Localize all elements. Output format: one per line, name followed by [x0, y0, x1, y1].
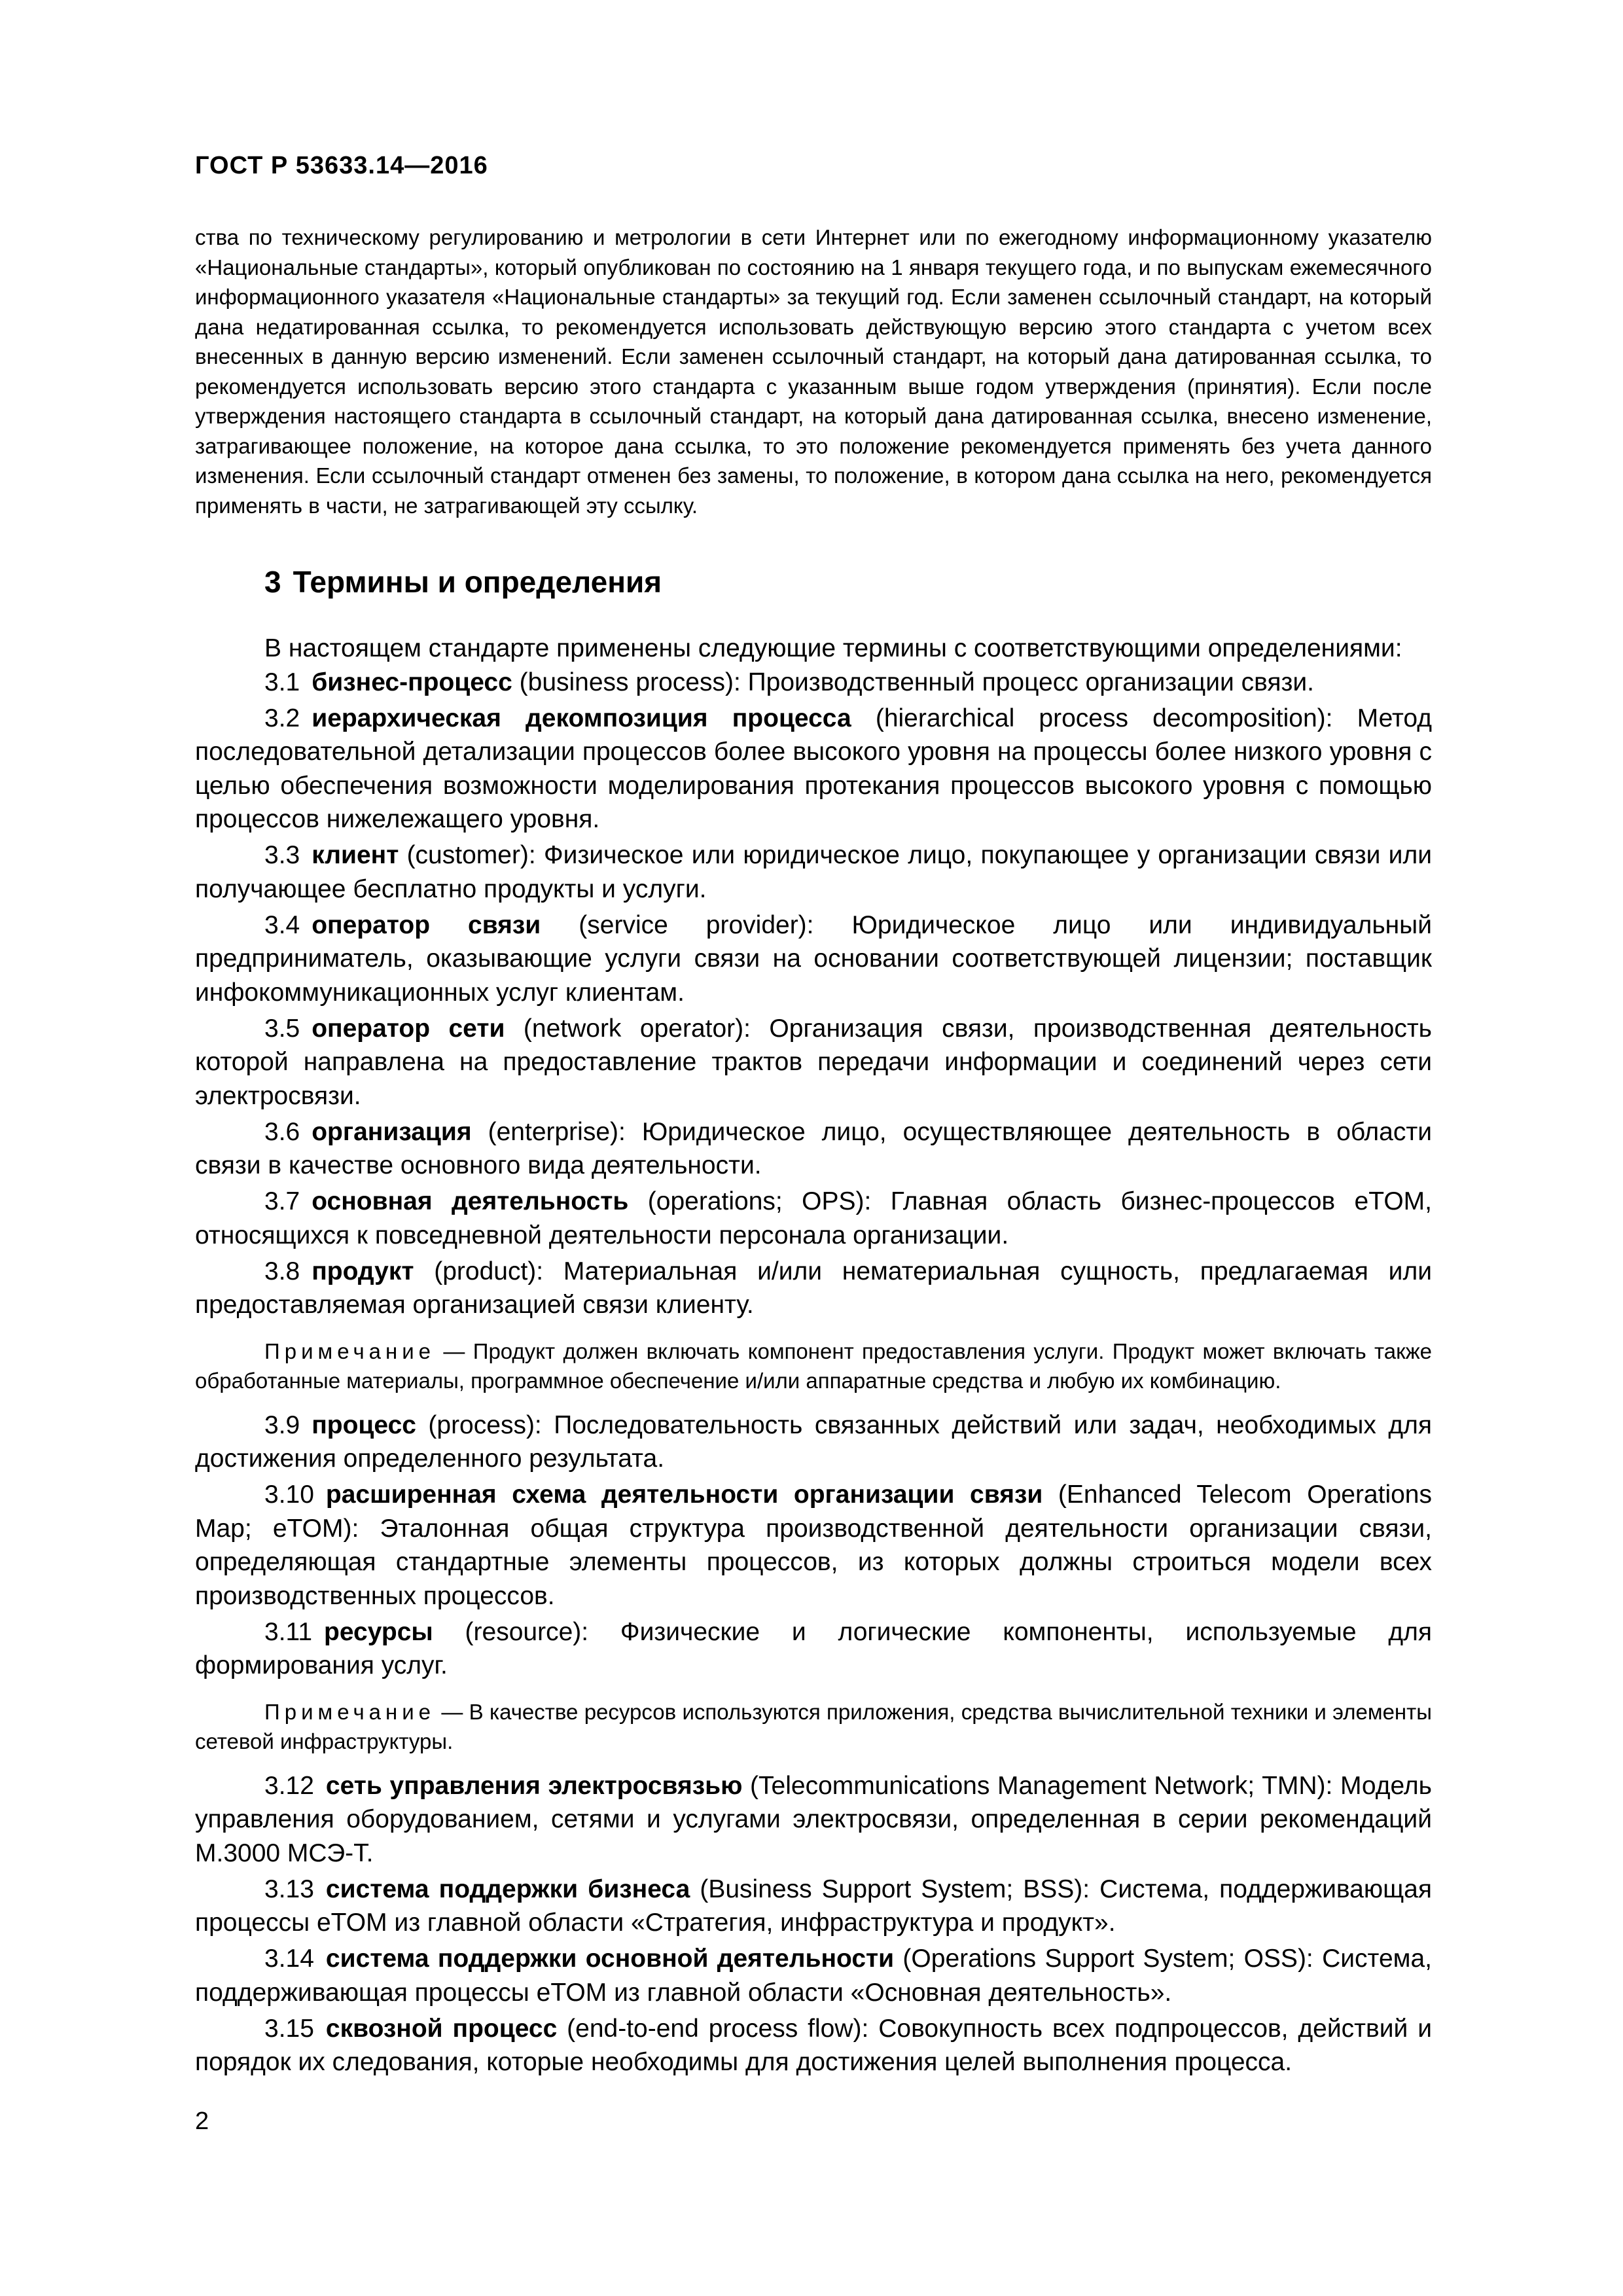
term-definition: (network operator): Организация связи, производственная деятельность которой направлена на предоставление трактов передачи информации и соединений через сети электросвязи. — [195, 1014, 1433, 1110]
term-3-7 — [195, 1185, 1432, 1252]
term-definition: (service provider): Юридическое лицо или индивидуальный предприниматель, оказывающие услуги связи на основании соответствующей лицензии; поставщик инфокоммуникационных услуг клиентам. — [195, 910, 1433, 1007]
note-label: Примечание — [264, 1699, 436, 1724]
term-number: 3.11 — [264, 1617, 313, 1646]
term-definition: (Enhanced Telecom Operations Map; eTOM): Эталонная общая структура производственной деятельности организации связи, определяющая стандартные элементы процессов, из которых должны строиться модели всех производственных процессов. — [195, 1480, 1433, 1610]
term-definition: (business process): Производственный процесс организации связи. — [512, 668, 1315, 696]
section-body — [195, 632, 1432, 2079]
term-number: 3.6 — [264, 1117, 300, 1146]
term-definition: (end-to-end process flow): Совокупность всех подпроцессов, действий и порядок их следования, которые необходимы для достижения целей выполнения процесса. — [195, 2014, 1432, 2076]
term-definition: (Telecommunications Management Network; TMN): Модель управления оборудованием, сетями и услугами электросвязи, определенная в серии рекомендаций М.3000 МСЭ-Т. — [195, 1771, 1432, 1867]
term-3-3 — [195, 838, 1432, 906]
term-name: система поддержки бизнеса — [325, 1874, 690, 1903]
term-3-12 — [195, 1769, 1432, 1871]
note-product — [195, 1336, 1432, 1395]
document-code: ГОСТ Р 53633.14—2016 — [195, 152, 488, 179]
term-definition: (Operations Support System; OSS): Система, поддерживающая процессы eTOM из главной области «Основная деятельность». — [195, 1945, 1432, 2007]
note-dash: — — [435, 1699, 469, 1724]
note-resources — [195, 1697, 1432, 1756]
term-3-15 — [195, 2012, 1432, 2079]
intro-paragraph — [195, 223, 1432, 520]
term-definition: (Business Support System; BSS): Система, поддерживающая процессы eTOM из главной области «Стратегия, инфраструктура и продукт». — [195, 1874, 1432, 1937]
term-number: 3.7 — [264, 1187, 300, 1215]
term-number: 3.8 — [264, 1257, 300, 1285]
term-number: 3.15 — [264, 2014, 314, 2043]
term-name: сеть управления электросвязью — [325, 1771, 743, 1800]
section-heading — [264, 564, 662, 600]
term-3-9 — [195, 1408, 1432, 1476]
intro-text: ства по техническому регулированию и метрологии в сети Интернет или по ежегодному информационному указателю «Национальные стандарты», который опубликован по состоянию на 1 января текущего года, и по выпускам ежемесячного информационного указателя «Национальные стандарты» за текущий год. Если заменен ссылочный стандарт, на который дана недатированная ссылка, то рекомендуется использовать действующую версию этого стандарта с учетом всех внесенных в данную версию изменений. Если заменен ссылочный стандарт, на который дана датированная ссылка, то рекомендуется использовать версию этого стандарта с указанным выше годом утверждения (принятия). Если после утверждения настоящего стандарта в ссылочный стандарт, на который дана датированная ссылка, внесено изменение, затрагивающее положение, на которое дана ссылка, то это положение рекомендуется применять без учета данного изменения. Если ссылочный стандарт отменен без замены, то положение, в котором дана ссылка на него, рекомендуется применять в части, не затрагивающей эту ссылку. — [195, 225, 1432, 518]
term-name: бизнес-процесс — [312, 668, 512, 696]
page-number: 2 — [195, 2108, 209, 2135]
term-number: 3.10 — [264, 1480, 314, 1509]
note-text: В качестве ресурсов используются приложения, средства вычислительной техники и элементы сетевой инфраструктуры. — [195, 1699, 1432, 1753]
term-number: 3.9 — [264, 1410, 300, 1439]
term-3-2 — [195, 702, 1432, 836]
term-definition: (resource): Физические и логические компоненты, используемые для формирования услуг. — [195, 1617, 1432, 1679]
term-name: расширенная схема деятельности организации связи — [325, 1480, 1043, 1509]
section-title: Термины и определения — [293, 565, 662, 599]
term-3-13 — [195, 1873, 1432, 1940]
term-name: процесс — [312, 1410, 416, 1439]
term-definition: (operations; OPS): Главная область бизнес-процессов eTOM, относящихся к повседневной деятельности персонала организации. — [195, 1187, 1433, 1249]
term-name: ресурсы — [324, 1617, 433, 1646]
note-dash: — — [435, 1338, 473, 1363]
term-number: 3.14 — [264, 1945, 314, 1973]
term-number: 3.5 — [264, 1014, 300, 1043]
term-number: 3.2 — [264, 704, 300, 732]
section-number: 3 — [264, 565, 281, 599]
term-3-1 — [195, 666, 1432, 700]
term-name: основная деятельность — [312, 1187, 629, 1215]
term-number: 3.12 — [264, 1771, 314, 1800]
term-number: 3.1 — [264, 668, 300, 696]
note-label: Примечание — [264, 1338, 436, 1363]
term-name: продукт — [312, 1257, 414, 1285]
term-definition: (process): Последовательность связанных действий или задач, необходимых для достижения определенного результата. — [195, 1410, 1432, 1473]
term-3-11 — [195, 1615, 1432, 1683]
term-3-14 — [195, 1942, 1432, 2009]
term-number: 3.4 — [264, 910, 300, 939]
term-3-4 — [195, 908, 1432, 1010]
term-definition: (enterprise): Юридическое лицо, осуществляющее деятельность в области связи в качестве основного вида деятельности. — [195, 1117, 1432, 1179]
term-3-6 — [195, 1115, 1432, 1183]
term-3-8 — [195, 1255, 1432, 1322]
term-name: организация — [312, 1117, 472, 1146]
note-text: Продукт должен включать компонент предоставления услуги. Продукт может включать также обработанные материалы, программное обеспечение и/или аппаратные средства и любую их комбинацию. — [195, 1338, 1432, 1393]
term-number: 3.3 — [264, 841, 300, 869]
term-name: оператор сети — [312, 1014, 505, 1043]
term-3-10 — [195, 1478, 1432, 1613]
term-definition: (product): Материальная и/или нематериальная сущность, предлагаемая или предоставляемая организацией связи клиенту. — [195, 1257, 1432, 1319]
term-3-5 — [195, 1012, 1432, 1113]
term-name: сквозной процесс — [325, 2014, 558, 2043]
term-name: оператор связи — [312, 910, 541, 939]
term-definition: (customer): Физическое или юридическое лицо, покупающее у организации связи или получающее бесплатно продукты и услуги. — [195, 841, 1432, 903]
term-number: 3.13 — [264, 1874, 314, 1903]
section-lead: В настоящем стандарте применены следующие термины с соответствующими определениями: — [264, 634, 1402, 662]
term-name: иерархическая декомпозиция процесса — [312, 704, 851, 732]
term-name: система поддержки основной деятельности — [325, 1945, 895, 1973]
term-definition: (hierarchical process decomposition): Метод последовательной детализации процессов более высокого уровня на процессы более низкого уровня с целью обеспечения возможности моделирования протекания процессов высокого уровня с помощью процессов нижележащего уровня. — [195, 704, 1432, 833]
term-name: клиент — [312, 841, 399, 869]
